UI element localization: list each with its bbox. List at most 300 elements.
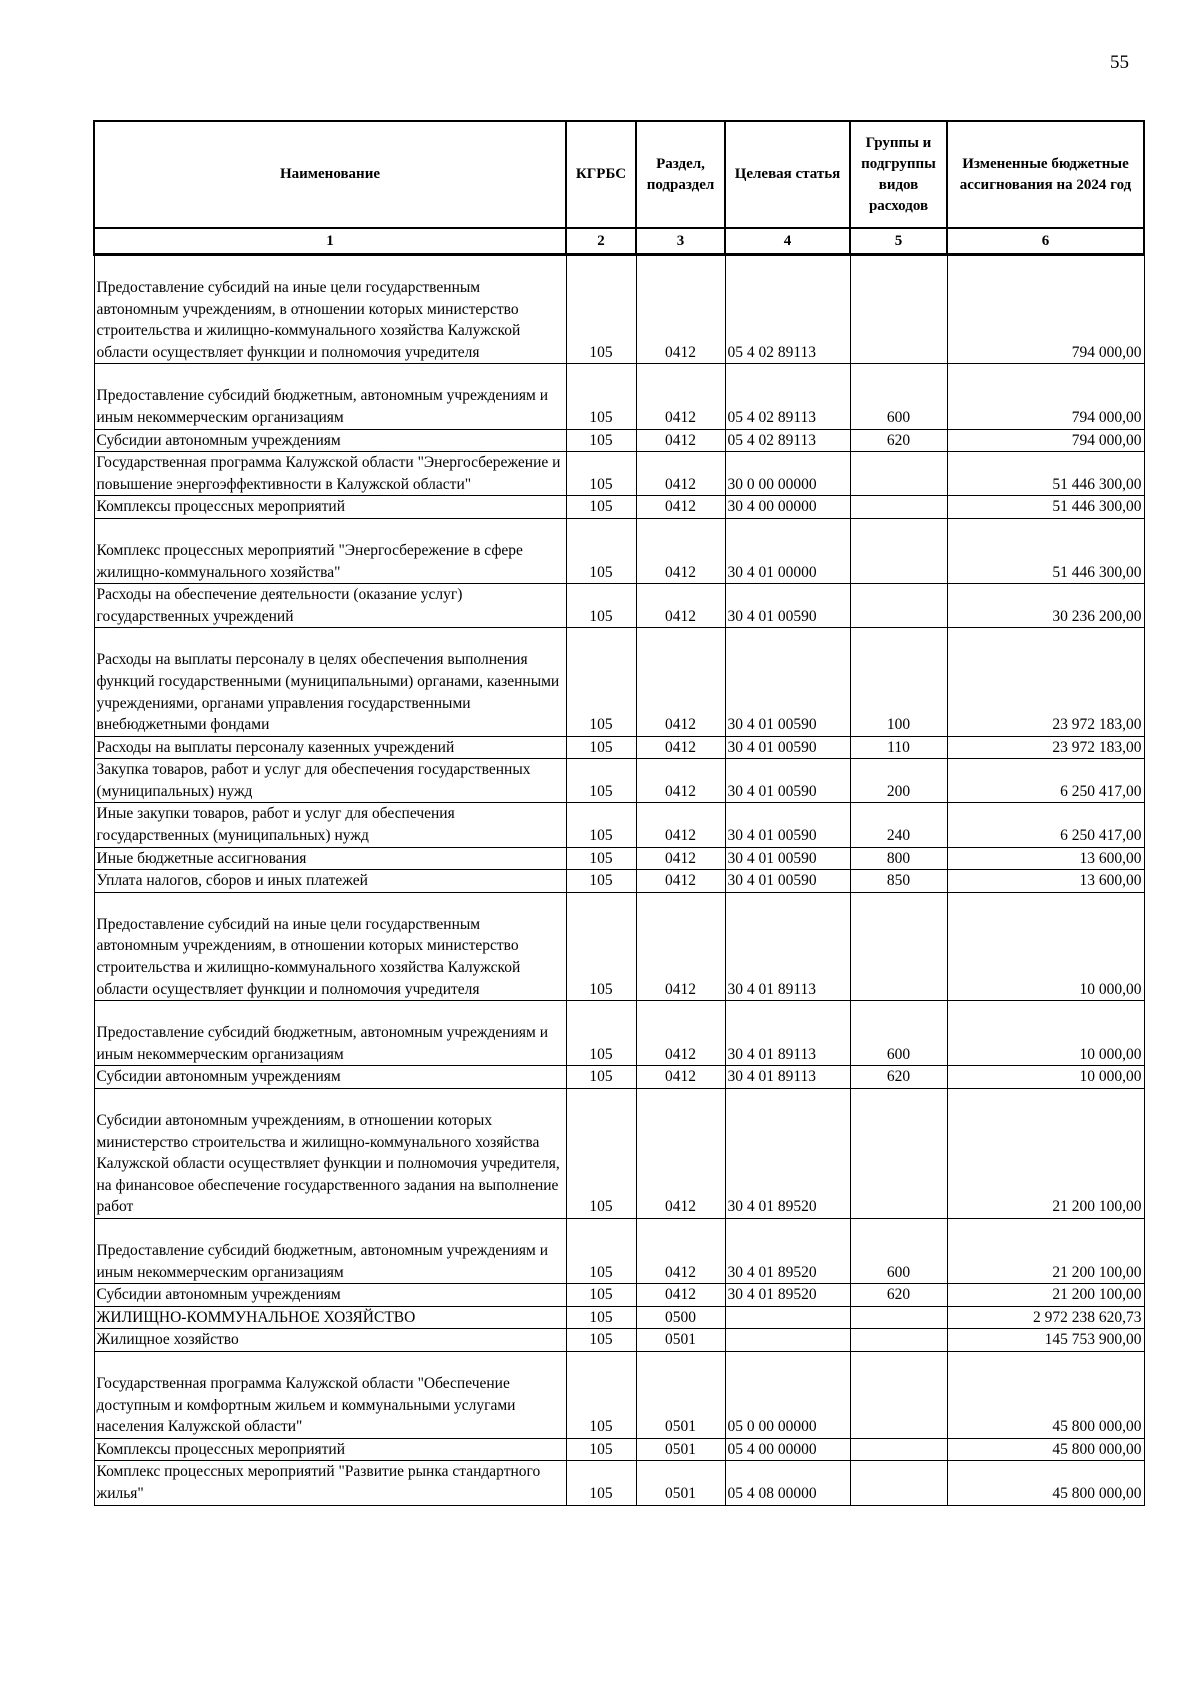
- row-kgrbs: [566, 847, 636, 870]
- row-section-text: 0412: [665, 738, 696, 756]
- table-row: [94, 1218, 1144, 1283]
- row-amount-text: 13 600,00: [1079, 872, 1142, 890]
- row-name-text: Предоставление субсидий бюджетным, автономным учреждениям и иным некоммерческим организациям: [96, 387, 548, 426]
- column-number: 3: [636, 228, 725, 255]
- row-amount-text: 794 000,00: [1071, 431, 1142, 449]
- row-kgrbs-text: 105: [589, 1286, 613, 1304]
- row-section: [636, 759, 725, 803]
- row-section: [636, 452, 725, 496]
- row-name-text: Субсидии автономным учреждениям: [96, 1286, 341, 1304]
- row-group-text: 100: [886, 716, 911, 734]
- row-name: [94, 1461, 566, 1505]
- row-amount-text: 10 000,00: [1079, 980, 1142, 998]
- row-group: [850, 1461, 947, 1505]
- row-name: [94, 364, 566, 429]
- row-target: [725, 870, 850, 893]
- row-name-text: Государственная программа Калужской области "Энергосбережение и повышение энергоэффективности в Калужской области": [96, 454, 561, 493]
- row-target-text: 05 4 02 89113: [727, 431, 817, 449]
- row-name: [94, 1089, 566, 1219]
- row-group-text: 200: [886, 782, 911, 800]
- row-section: [636, 1284, 725, 1307]
- row-group-text: 620: [886, 1068, 911, 1086]
- row-name: [94, 628, 566, 736]
- row-kgrbs-text: 105: [589, 475, 613, 493]
- row-kgrbs-text: 105: [589, 1484, 613, 1502]
- row-name: [94, 870, 566, 893]
- row-section: [636, 1438, 725, 1461]
- row-kgrbs: [566, 364, 636, 429]
- row-name: [94, 452, 566, 496]
- row-amount: [947, 364, 1144, 429]
- row-section: [636, 1001, 725, 1066]
- row-group: [850, 1001, 947, 1066]
- row-group: [850, 759, 947, 803]
- row-section: [636, 518, 725, 583]
- column-number: 4: [725, 228, 850, 255]
- header-group: Группы и подгруппы видов расходов: [850, 121, 947, 228]
- row-target: [725, 1306, 850, 1329]
- row-section-text: 0412: [665, 827, 696, 845]
- row-group-text: 600: [886, 408, 911, 426]
- budget-table: [93, 120, 1145, 1506]
- row-amount: [947, 1218, 1144, 1283]
- row-section-text: 0501: [665, 1331, 696, 1349]
- row-target: [725, 1001, 850, 1066]
- row-section: [636, 892, 725, 1000]
- row-amount: [947, 584, 1144, 628]
- row-name: [94, 892, 566, 1000]
- row-target: [725, 429, 850, 452]
- row-amount: [947, 1329, 1144, 1352]
- row-target-text: 30 4 01 89113: [727, 980, 817, 998]
- row-kgrbs: [566, 759, 636, 803]
- row-name: [94, 1351, 566, 1438]
- row-amount: [947, 870, 1144, 893]
- row-target: [725, 518, 850, 583]
- row-section: [636, 1306, 725, 1329]
- row-group: [850, 1218, 947, 1283]
- row-target-text: 30 4 00 00000: [727, 498, 817, 516]
- row-kgrbs: [566, 892, 636, 1000]
- row-name: [94, 518, 566, 583]
- row-name: [94, 759, 566, 803]
- row-name: [94, 1284, 566, 1307]
- row-section: [636, 628, 725, 736]
- header-section: Раздел, подраздел: [636, 121, 725, 228]
- row-name-text: Расходы на обеспечение деятельности (оказание услуг) государственных учреждений: [96, 586, 463, 625]
- row-kgrbs-text: 105: [589, 872, 613, 890]
- row-kgrbs: [566, 1001, 636, 1066]
- table-row: [94, 1066, 1144, 1089]
- row-group-text: 850: [886, 872, 911, 890]
- row-kgrbs-text: 105: [589, 1331, 613, 1349]
- row-target: [725, 847, 850, 870]
- row-name-text: Комплексы процессных мероприятий: [96, 498, 346, 516]
- row-section: [636, 429, 725, 452]
- row-target-text: 30 4 01 89520: [727, 1286, 817, 1304]
- row-group-text: 600: [886, 1045, 911, 1063]
- row-section-text: 0412: [665, 431, 696, 449]
- row-target-text: 05 0 00 00000: [727, 1418, 817, 1436]
- row-target: [725, 1461, 850, 1505]
- row-name: [94, 736, 566, 759]
- row-section: [636, 1218, 725, 1283]
- row-amount-text: 51 446 300,00: [1052, 563, 1142, 581]
- row-target: [725, 452, 850, 496]
- table-row: [94, 364, 1144, 429]
- header-amount: Измененные бюджетные ассигнования на 2024 год: [947, 121, 1144, 228]
- row-group: [850, 1066, 947, 1089]
- row-amount-text: 13 600,00: [1079, 849, 1142, 867]
- header-kgrbs: КГРБС: [566, 121, 636, 228]
- row-section-text: 0412: [665, 849, 696, 867]
- row-section: [636, 1089, 725, 1219]
- row-group: [850, 1438, 947, 1461]
- row-kgrbs-text: 105: [589, 738, 613, 756]
- row-group: [850, 364, 947, 429]
- row-kgrbs: [566, 584, 636, 628]
- row-kgrbs-text: 105: [589, 343, 613, 361]
- row-section-text: 0412: [665, 1068, 696, 1086]
- row-name: [94, 429, 566, 452]
- row-name: [94, 584, 566, 628]
- table-body: [94, 255, 1144, 1506]
- table-row: [94, 1351, 1144, 1438]
- table-row: [94, 892, 1144, 1000]
- row-section-text: 0412: [665, 1263, 696, 1281]
- row-section-text: 0412: [665, 980, 696, 998]
- row-group: [850, 1329, 947, 1352]
- row-kgrbs: [566, 518, 636, 583]
- row-kgrbs-text: 105: [589, 498, 613, 516]
- row-target: [725, 1089, 850, 1219]
- row-name: [94, 803, 566, 847]
- row-section: [636, 1066, 725, 1089]
- row-section-text: 0412: [665, 1286, 696, 1304]
- table-row: [94, 1329, 1144, 1352]
- row-kgrbs-text: 105: [589, 607, 613, 625]
- header-name: Наименование: [94, 121, 566, 228]
- table-row: [94, 847, 1144, 870]
- row-section: [636, 803, 725, 847]
- row-amount: [947, 518, 1144, 583]
- row-name-text: Комплекс процессных мероприятий "Развитие рынка стандартного жилья": [96, 1463, 541, 1502]
- row-kgrbs-text: 105: [589, 431, 613, 449]
- row-kgrbs-text: 105: [589, 782, 613, 800]
- table-row: [94, 518, 1144, 583]
- row-target: [725, 628, 850, 736]
- row-name-text: Комплекс процессных мероприятий "Энергосбережение в сфере жилищно-коммунального хозяйства": [96, 541, 523, 581]
- row-section-text: 0412: [665, 1045, 696, 1063]
- row-target-text: 30 4 01 89520: [727, 1263, 817, 1281]
- row-target-text: 30 0 00 00000: [727, 475, 817, 493]
- row-section: [636, 496, 725, 519]
- row-target-text: 30 4 01 00590: [727, 872, 817, 890]
- row-amount: [947, 759, 1144, 803]
- row-name-text: Предоставление субсидий бюджетным, автономным учреждениям и иным некоммерческим организациям: [96, 1241, 548, 1281]
- row-group: [850, 1089, 947, 1219]
- row-target-text: 05 4 08 00000: [727, 1484, 817, 1502]
- row-section-text: 0412: [665, 563, 696, 581]
- row-name: [94, 1306, 566, 1329]
- row-amount: [947, 1306, 1144, 1329]
- row-name-text: Субсидии автономным учреждениям: [96, 1068, 341, 1086]
- row-group: [850, 736, 947, 759]
- row-kgrbs-text: 105: [589, 849, 613, 867]
- row-amount-text: 21 200 100,00: [1052, 1286, 1142, 1304]
- row-amount-text: 2 972 238 620,73: [1033, 1308, 1142, 1326]
- row-group-text: 240: [886, 827, 911, 845]
- row-target: [725, 892, 850, 1000]
- row-amount: [947, 847, 1144, 870]
- row-section: [636, 870, 725, 893]
- row-name-text: Иные бюджетные ассигнования: [96, 849, 307, 867]
- row-name: [94, 847, 566, 870]
- row-amount-text: 51 446 300,00: [1052, 475, 1142, 493]
- row-kgrbs: [566, 1066, 636, 1089]
- column-number: 5: [850, 228, 947, 255]
- row-target: [725, 803, 850, 847]
- page-number: 55: [1110, 52, 1129, 73]
- row-amount: [947, 1461, 1144, 1505]
- row-amount-text: 6 250 417,00: [1060, 782, 1142, 800]
- row-section-text: 0501: [665, 1418, 696, 1436]
- row-section-text: 0412: [665, 716, 696, 734]
- header-row: [94, 121, 1144, 228]
- row-target: [725, 1066, 850, 1089]
- table-row: [94, 736, 1144, 759]
- row-amount: [947, 1438, 1144, 1461]
- row-name-text: Закупка товаров, работ и услуг для обеспечения государственных (муниципальных) нужд: [96, 761, 531, 800]
- row-name-text: Государственная программа Калужской области "Обеспечение доступным и комфортным жильем и коммунальными услугами населения Калужской области": [96, 1374, 516, 1436]
- row-amount: [947, 1089, 1144, 1219]
- row-section: [636, 584, 725, 628]
- row-section: [636, 847, 725, 870]
- table-row: [94, 255, 1144, 364]
- row-target: [725, 1329, 850, 1352]
- row-amount-text: 51 446 300,00: [1052, 498, 1142, 516]
- row-amount: [947, 255, 1144, 364]
- row-kgrbs: [566, 255, 636, 364]
- row-kgrbs: [566, 1306, 636, 1329]
- row-kgrbs-text: 105: [589, 1440, 613, 1458]
- row-target: [725, 1218, 850, 1283]
- row-name-text: Жилищное хозяйство: [96, 1331, 239, 1349]
- row-section: [636, 255, 725, 364]
- row-name: [94, 1329, 566, 1352]
- row-group: [850, 584, 947, 628]
- row-kgrbs-text: 105: [589, 716, 613, 734]
- row-amount: [947, 803, 1144, 847]
- row-amount: [947, 1351, 1144, 1438]
- row-kgrbs: [566, 628, 636, 736]
- table-row: [94, 496, 1144, 519]
- row-group: [850, 628, 947, 736]
- row-target: [725, 255, 850, 364]
- row-kgrbs-text: 105: [589, 1068, 613, 1086]
- row-group: [850, 518, 947, 583]
- row-target-text: 30 4 01 00590: [727, 827, 817, 845]
- row-group: [850, 452, 947, 496]
- row-section-text: 0412: [665, 408, 696, 426]
- row-amount: [947, 892, 1144, 1000]
- row-name-text: Расходы на выплаты персоналу в целях обеспечения выполнения функций государственными (муниципальными) органами, казенными учреждениями, органами управления государственными внебюджетными фондами: [96, 651, 560, 734]
- row-name: [94, 1066, 566, 1089]
- column-number-row: [94, 228, 1144, 255]
- row-section: [636, 364, 725, 429]
- row-group: [850, 892, 947, 1000]
- row-kgrbs: [566, 1329, 636, 1352]
- row-section-text: 0501: [665, 1440, 696, 1458]
- table-row: [94, 628, 1144, 736]
- row-kgrbs: [566, 1218, 636, 1283]
- table-row: [94, 584, 1144, 628]
- row-target: [725, 736, 850, 759]
- row-target-text: 05 4 00 00000: [727, 1440, 817, 1458]
- row-section-text: 0412: [665, 343, 696, 361]
- row-name-text: Расходы на выплаты персоналу казенных учреждений: [96, 738, 455, 756]
- row-name-text: Уплата налогов, сборов и иных платежей: [96, 872, 368, 890]
- row-amount: [947, 628, 1144, 736]
- table-row: [94, 452, 1144, 496]
- column-number: 2: [566, 228, 636, 255]
- row-section: [636, 1461, 725, 1505]
- row-kgrbs: [566, 496, 636, 519]
- row-amount-text: 45 800 000,00: [1052, 1418, 1142, 1436]
- row-target: [725, 1351, 850, 1438]
- row-name-text: Предоставление субсидий бюджетным, автономным учреждениям и иным некоммерческим организациям: [96, 1024, 548, 1063]
- table-row: [94, 1438, 1144, 1461]
- row-kgrbs: [566, 1461, 636, 1505]
- row-amount: [947, 1066, 1144, 1089]
- row-section-text: 0500: [665, 1308, 696, 1326]
- row-amount-text: 6 250 417,00: [1060, 827, 1142, 845]
- row-target-text: 05 4 02 89113: [727, 343, 817, 361]
- row-name: [94, 1001, 566, 1066]
- row-name-text: Предоставление субсидий на иные цели государственным автономным учреждениям, в отношении которых министерство строительства и жилищно-коммунального хозяйства Калужской области осуществляет функции и полномочия учредителя: [96, 279, 521, 361]
- row-name: [94, 496, 566, 519]
- row-kgrbs-text: 105: [589, 827, 613, 845]
- header-target: Целевая статья: [725, 121, 850, 228]
- table-row: [94, 870, 1144, 893]
- row-target-text: 30 4 01 00590: [727, 716, 817, 734]
- row-kgrbs-text: 105: [589, 1263, 613, 1281]
- row-target-text: 30 4 01 00590: [727, 607, 817, 625]
- row-section-text: 0412: [665, 782, 696, 800]
- row-section-text: 0412: [665, 475, 696, 493]
- row-section: [636, 736, 725, 759]
- row-kgrbs-text: 105: [589, 1418, 613, 1436]
- row-group: [850, 1306, 947, 1329]
- row-kgrbs: [566, 803, 636, 847]
- row-target-text: 30 4 01 89113: [727, 1045, 817, 1063]
- row-section: [636, 1351, 725, 1438]
- table-row: [94, 1461, 1144, 1505]
- row-amount: [947, 1001, 1144, 1066]
- row-group: [850, 803, 947, 847]
- row-amount: [947, 452, 1144, 496]
- row-amount-text: 45 800 000,00: [1052, 1440, 1142, 1458]
- row-amount-text: 21 200 100,00: [1052, 1263, 1142, 1281]
- row-target: [725, 584, 850, 628]
- row-target-text: 30 4 01 00590: [727, 738, 817, 756]
- row-kgrbs-text: 105: [589, 408, 613, 426]
- row-target: [725, 364, 850, 429]
- row-kgrbs: [566, 870, 636, 893]
- row-group-text: 620: [886, 1286, 911, 1304]
- row-group: [850, 496, 947, 519]
- row-name-text: Иные закупки товаров, работ и услуг для обеспечения государственных (муниципальных) нужд: [96, 805, 455, 845]
- row-kgrbs: [566, 736, 636, 759]
- row-kgrbs: [566, 429, 636, 452]
- row-kgrbs-text: 105: [589, 1045, 613, 1063]
- row-section: [636, 1329, 725, 1352]
- row-amount: [947, 429, 1144, 452]
- table-row: [94, 1306, 1144, 1329]
- row-group-text: 800: [886, 849, 911, 867]
- row-amount: [947, 1284, 1144, 1307]
- table-row: [94, 1001, 1144, 1066]
- row-name: [94, 1438, 566, 1461]
- row-name-text: ЖИЛИЩНО-КОММУНАЛЬНОЕ ХОЗЯЙСТВО: [96, 1308, 416, 1326]
- row-kgrbs-text: 105: [589, 980, 613, 998]
- row-kgrbs-text: 105: [589, 1198, 613, 1216]
- row-group: [850, 1284, 947, 1307]
- row-kgrbs: [566, 1351, 636, 1438]
- row-target-text: 30 4 01 89113: [727, 1068, 817, 1086]
- row-name: [94, 255, 566, 364]
- row-target: [725, 759, 850, 803]
- row-kgrbs: [566, 1438, 636, 1461]
- row-group-text: 620: [886, 431, 911, 449]
- row-group-text: 110: [887, 738, 910, 756]
- row-target-text: 30 4 01 89520: [727, 1198, 817, 1216]
- row-section-text: 0412: [665, 872, 696, 890]
- row-amount-text: 794 000,00: [1071, 343, 1142, 361]
- column-number: 6: [947, 228, 1144, 255]
- row-kgrbs: [566, 1284, 636, 1307]
- row-group: [850, 870, 947, 893]
- row-kgrbs: [566, 452, 636, 496]
- row-name-text: Субсидии автономным учреждениям, в отношении которых министерство строительства и жилищно-коммунального хозяйства Калужской области осуществляет функции и полномочия учредителя, на финансовое обеспечение государственного задания на выполнение работ: [96, 1112, 560, 1216]
- row-target-text: 30 4 01 00590: [727, 782, 817, 800]
- row-section-text: 0412: [665, 1198, 696, 1216]
- row-target-text: 30 4 01 00590: [727, 849, 817, 867]
- row-section-text: 0412: [665, 607, 696, 625]
- table-row: [94, 803, 1144, 847]
- row-section-text: 0501: [665, 1484, 696, 1502]
- row-kgrbs: [566, 1089, 636, 1219]
- row-target-text: 05 4 02 89113: [727, 408, 817, 426]
- row-amount-text: 45 800 000,00: [1052, 1484, 1142, 1502]
- row-name-text: Комплексы процессных мероприятий: [96, 1440, 346, 1458]
- row-amount-text: 10 000,00: [1079, 1068, 1142, 1086]
- row-amount-text: 10 000,00: [1079, 1045, 1142, 1063]
- row-target-text: 30 4 01 00000: [727, 563, 817, 581]
- row-kgrbs-text: 105: [589, 1308, 613, 1326]
- row-amount-text: 21 200 100,00: [1052, 1198, 1142, 1216]
- row-group: [850, 847, 947, 870]
- row-group-text: 600: [886, 1263, 911, 1281]
- row-group: [850, 255, 947, 364]
- row-amount: [947, 496, 1144, 519]
- row-target: [725, 496, 850, 519]
- row-name-text: Предоставление субсидий на иные цели государственным автономным учреждениям, в отношении которых министерство строительства и жилищно-коммунального хозяйства Калужской области осуществляет функции и полномочия учредителя: [96, 915, 521, 998]
- row-amount-text: 145 753 900,00: [1044, 1331, 1142, 1349]
- row-group: [850, 1351, 947, 1438]
- row-name: [94, 1218, 566, 1283]
- row-kgrbs-text: 105: [589, 563, 613, 581]
